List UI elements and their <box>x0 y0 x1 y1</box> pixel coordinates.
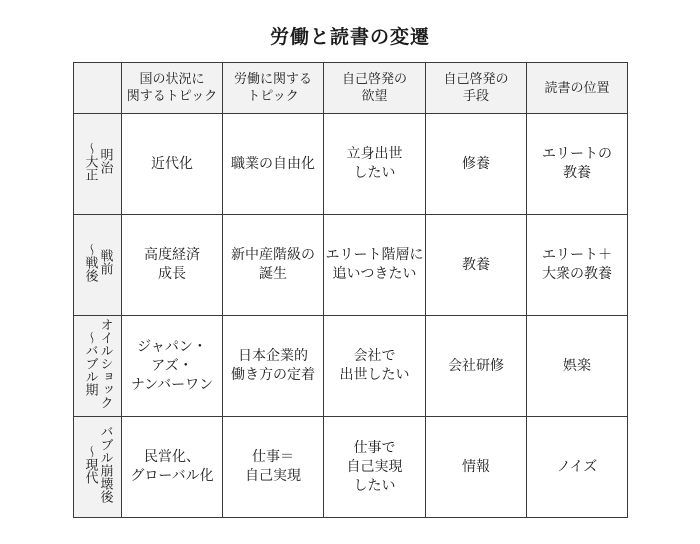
table-row <box>74 114 628 215</box>
period-label: 明治 〜大正 <box>82 141 113 181</box>
cell-text: エリート＋ 大衆の教養 <box>542 247 612 282</box>
cell-text: 会社で 出世したい <box>339 348 410 383</box>
period-cell <box>74 215 122 316</box>
cell-text: 仕事＝ 自己実現 <box>245 449 301 484</box>
table-cell <box>223 215 324 316</box>
column-header-reading <box>527 63 628 114</box>
table-row <box>74 316 628 417</box>
cell-text: 娯楽 <box>563 357 591 374</box>
cell-text: エリート階層に 追いつきたい <box>325 247 424 282</box>
table-cell <box>324 114 426 215</box>
transition-table <box>73 62 628 518</box>
period-cell <box>74 114 122 215</box>
cell-text: 近代化 <box>151 155 193 172</box>
table-cell <box>223 316 324 417</box>
column-header-label: 国の状況に 関するトピック <box>126 72 218 104</box>
table-cell <box>122 417 223 518</box>
column-header-labor <box>223 63 324 114</box>
period-label: オイルショック 〜バブル期 <box>82 317 113 409</box>
period-cell <box>74 417 122 518</box>
table-cell <box>426 417 527 518</box>
cell-text: ノイズ <box>556 458 598 475</box>
column-header-country <box>122 63 223 114</box>
table-cell <box>324 215 426 316</box>
table-cell <box>223 114 324 215</box>
column-header-desire <box>324 63 426 114</box>
cell-text: 仕事で 自己実現 したい <box>346 439 403 494</box>
cell-text: 高度経済 成長 <box>144 247 200 282</box>
table-cell <box>324 417 426 518</box>
period-cell <box>74 316 122 417</box>
column-header-label: 労働に関する トピック <box>233 72 312 104</box>
table-cell <box>324 316 426 417</box>
table-cell <box>527 316 628 417</box>
table-row <box>74 215 628 316</box>
period-label: バブル崩壊後 〜現代 <box>82 425 113 503</box>
table-cell <box>426 215 527 316</box>
table-cell <box>122 316 223 417</box>
column-header-label: 自己啓発の 手段 <box>443 72 509 104</box>
table-cell <box>122 114 223 215</box>
period-label: 戦前 〜戦後 <box>82 242 113 282</box>
cell-text: 修養 <box>462 155 490 172</box>
cell-text: 民営化、 グローバル化 <box>130 449 214 484</box>
corner-cell <box>74 63 122 114</box>
table-cell <box>426 316 527 417</box>
column-header-means <box>426 63 527 114</box>
cell-text: 職業の自由化 <box>231 155 315 172</box>
cell-text: 立身出世 したい <box>346 146 403 181</box>
cell-text: 日本企業的 働き方の定着 <box>231 348 315 383</box>
table-row <box>74 417 628 518</box>
column-header-label: 自己啓発の 欲望 <box>341 72 407 104</box>
table-cell <box>122 215 223 316</box>
page-title: 労働と読書の変遷 <box>269 26 430 48</box>
table-cell <box>527 215 628 316</box>
cell-text: 新中産階級の 誕生 <box>231 247 315 282</box>
header-row <box>74 63 628 114</box>
table-cell <box>527 114 628 215</box>
cell-text: エリートの 教養 <box>542 146 612 181</box>
table-cell <box>223 417 324 518</box>
cell-text: 情報 <box>462 458 490 475</box>
column-header-label: 読書の位置 <box>544 80 610 96</box>
cell-text: 教養 <box>462 256 490 273</box>
table-cell <box>527 417 628 518</box>
cell-text: ジャパン・ アズ・ ナンバーワン <box>130 338 214 393</box>
table-cell <box>426 114 527 215</box>
cell-text: 会社研修 <box>448 357 504 374</box>
